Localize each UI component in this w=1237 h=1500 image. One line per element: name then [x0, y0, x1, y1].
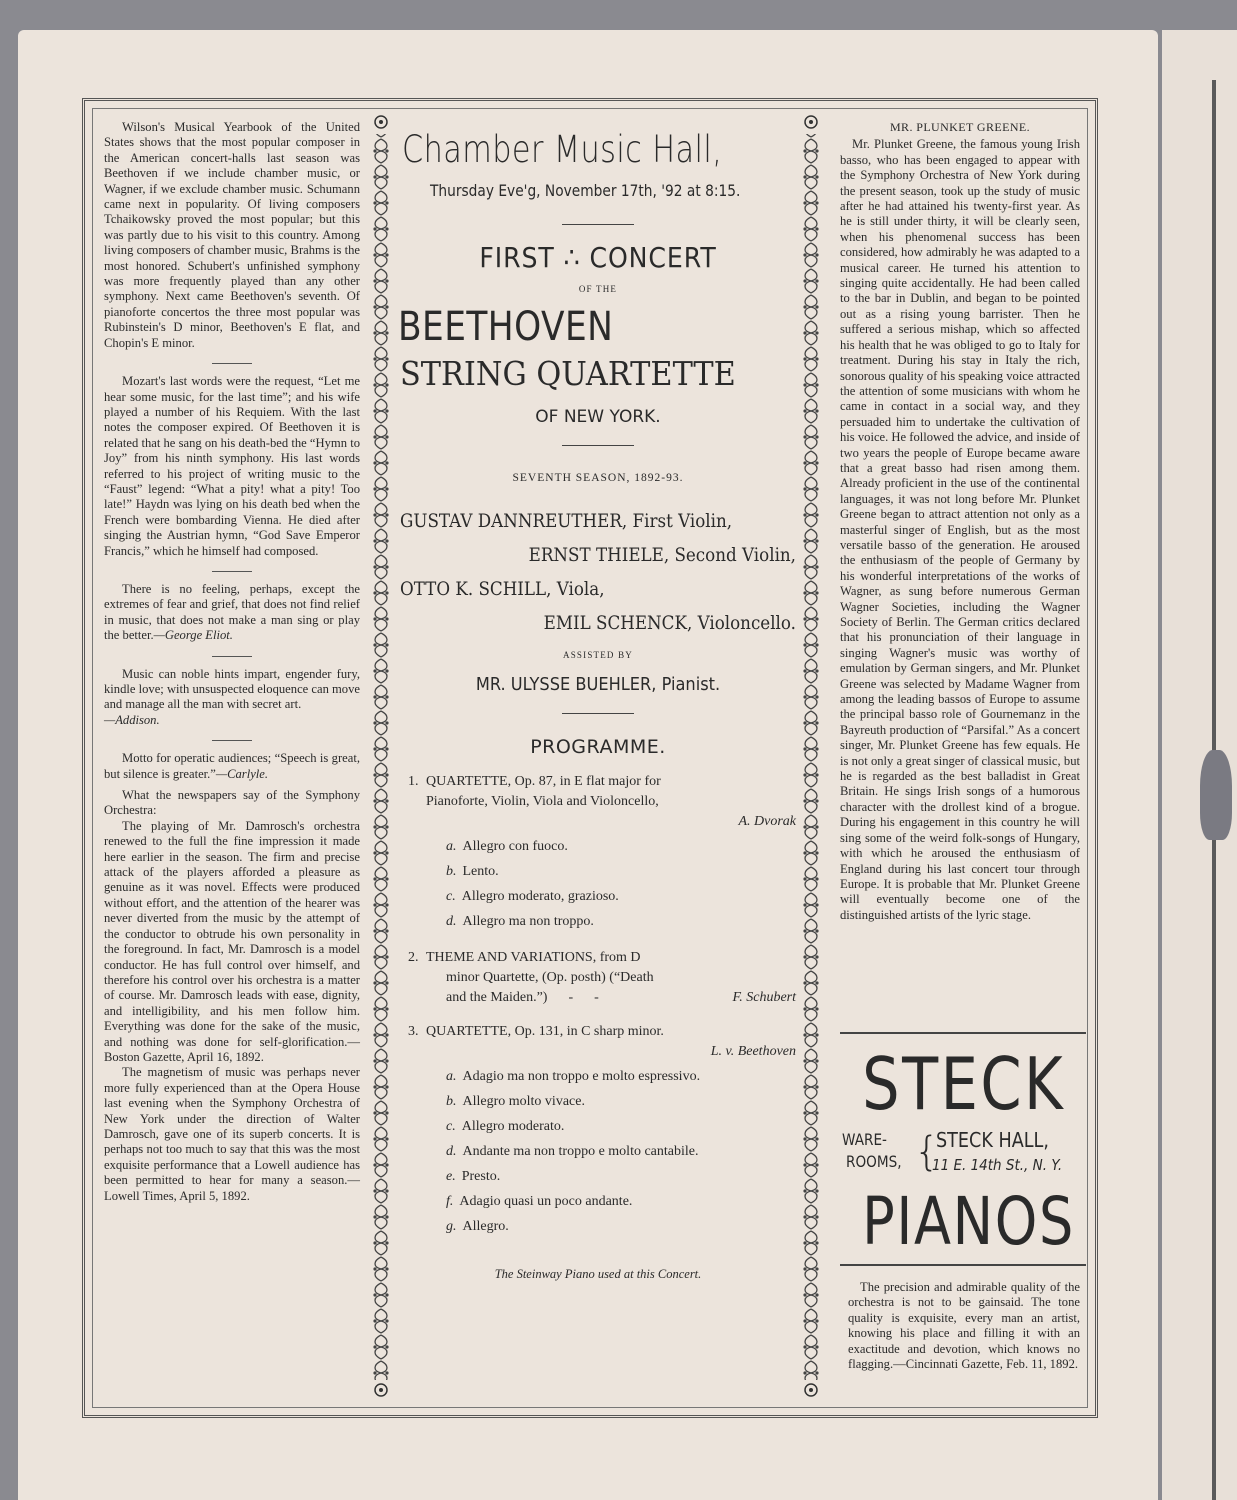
review-lowell: The magnetism of music was perhaps never more fully experienced than at the Opera House last evening when the Symphony Orchestra of New York under the direction of Walter Damrosch, gave one of its superb concerts. It is perhaps not too much to say that this was the most exquisite performance that a Lowell audience has been permitted to hear for many a season.—Lowell Times, April 5, 1892.: [104, 1065, 360, 1203]
movement-letter: g.: [446, 1219, 457, 1234]
review-boston: The playing of Mr. Damrosch's orchestra renewed to the full the fine impression it made here earlier in the season. The firm and precise attack of the players afforded a pleasure as genuine as it was novel. Effects were produced without effort, and the attention of the hearer was never diverted from the music by the attempt of the conductor to obtrude his own personality in the foreground. In fact, Mr. Damrosch is a model conductor. He has full control over himself, and therefore his control over his orchestra is a matter of course. Mr. Damrosch leads with ease, dignity, and intelligibility, and his men follow him. Everything was done for the sake of the music, and nothing was done for self-glorification.—Boston Gazette, April 16, 1892.: [104, 818, 360, 1064]
movement: [446, 1092, 796, 1112]
programme-item-3: [400, 1022, 796, 1237]
item-number: 3.: [408, 1024, 419, 1039]
item-title: QUARTETTE, Op. 131, in C sharp minor.: [426, 1024, 664, 1039]
steck-advertisement: [840, 1032, 1086, 1266]
left-column: [104, 120, 360, 1204]
movement-title: Adagio ma non troppo e molto espressivo.: [462, 1069, 701, 1084]
movement-title: Lento.: [462, 864, 499, 879]
ad-rooms-label: ROOMS,: [846, 1152, 902, 1171]
quote-eliot: [104, 582, 360, 644]
quote-attribution: —George Eliot.: [153, 628, 233, 643]
movement-title: Presto.: [461, 1169, 501, 1184]
movement: [446, 887, 796, 907]
programme-item-2: [400, 948, 796, 1008]
item-title: QUARTETTE, Op. 87, in E flat major for: [426, 774, 661, 789]
movement: [446, 1067, 796, 1087]
article-yearbook: Wilson's Musical Yearbook of the United States shows that the most popular composer in the American concert-halls last season was Beethoven if we include chamber music, or Wagner, if we exclude chamber music. Schumann came next in popularity. Of living composers Tchaikowsky proved the most popular; but this was partly due to his visit to this country. Among living composers of chamber music, Brahms is the most honored. Schubert's unfinished symphony was more frequently played than any other symphony. Next came Beethoven's seventh. Of pianoforte concertos the three most popular was Rubinstein's D minor, Beethoven's E flat, and Chopin's E minor.: [104, 120, 360, 350]
movement-letter: c.: [446, 889, 456, 904]
movement: [446, 912, 796, 932]
programme-heading: PROGRAMME.: [530, 736, 666, 758]
item-title-cont: and the Maiden.”) - -: [446, 990, 599, 1005]
movement-letter: e.: [446, 1169, 456, 1184]
player-second-violin: ERNST THIELE, Second Violin,: [528, 544, 796, 566]
quote-text: The precision and admirable quality of the orchestra is not to be gainsaid. The tone quality is exquisite, every man an artist, knowing his place and filling it with an exactitude and devotion, which knows no flagging.—Cincinnati Gazette, Feb. 11, 1892.: [848, 1280, 1080, 1372]
article-body: Mr. Plunket Greene, the famous young Irish basso, who has been engaged to appear with the Symphony Orchestra of New York during the present season, took up the study of music after he had attained his twenty-first year. As he is still under thirty, it will be clearly seen, when his phenomenal success has been considered, how admirably he was adapted to a musical career. He turned his attention to singing quite accidentally. He had been called to the bar in Dublin, and began to be pointed out as a rising young barrister. Then he suffered a serious mishap, which so affected his health that he was obliged to go to Italy for treatment. During his stay in Italy the rich, sonorous quality of his speaking voice attracted the attention of some musicians with whom he came in contact in a social way, and they persuaded him to undertake the cultivation of his voice. He followed the advice, and inside of two years the people of Europe became aware that a great basso had risen among them. Already proficient in the use of the continental languages, it was not long before Mr. Plunket Greene began to attract attention not only as a masterful singer of English, but as the most versatile basso of the generation. He aroused the enthusiasm of the people of Germany by his wonderful interpretations of the works of Wagner, as sung before numerous German Wagner Societies, including the Wagner Society of Berlin. The German critics declared that his pronunciation of their language in singing Wagner's music was worthy of emulation by German singers, and Mr. Plunket Greene was selected by Madame Wagner from among the leading bassos of Europe to assume the principal basso role of Gournemanz in the Bayreuth production of “Parsifal.” As a concert singer, Mr. Plunket Greene has few equals. He is not only a great singer of classical music, but he is regarded as the best balladist in Great Britain. He sings Irish songs of a humorous character with the drollest kind of a brogue. During his engagement in this country he will sing some of the weird folk-songs of Hungary, with which he aroused the enthusiasm of England during his last concert tour through Europe. It is probable that Mr. Plunket Greene will eventually become one of the distinguished artists of the lyric stage.: [840, 137, 1080, 922]
cincinnati-quote: [848, 1280, 1080, 1372]
separator: [212, 571, 252, 572]
movement: [446, 1167, 796, 1187]
ad-brand: STECK: [862, 1042, 1066, 1126]
movement-title: Allegro ma non troppo.: [462, 914, 594, 929]
movement-letter: b.: [446, 1094, 457, 1109]
assisted-by-label: ASSISTED BY: [563, 650, 633, 660]
quote-text: There is no feeling, perhaps, except the extremes of fear and grief, that does not find relief in music, that does not make a man sing or play the better.: [104, 581, 360, 643]
item-title-row: [446, 988, 796, 1008]
steinway-note: The Steinway Piano used at this Concert.: [494, 1267, 702, 1281]
player-viola: OTTO K. SCHILL, Viola,: [400, 578, 605, 600]
right-column: [840, 120, 1080, 923]
separator: [212, 656, 252, 657]
ad-address-block: [840, 1128, 1086, 1184]
season-label: SEVENTH SEASON, 1892-93.: [512, 472, 684, 484]
venue-title: Chamber Music Hall,: [402, 128, 723, 171]
item-title: THEME AND VARIATIONS, from D: [426, 950, 641, 965]
movement-letter: c.: [446, 1119, 456, 1134]
article-heading: MR. PLUNKET GREENE.: [889, 120, 1031, 134]
brace-icon: {: [914, 1129, 940, 1175]
ad-address: 11 E. 14th St., N. Y.: [932, 1156, 1063, 1174]
ornamental-border-left: [370, 112, 392, 1402]
article-last-words: Mozart's last words were the request, “Let me hear some music, for the last time”; and his wife played a number of his Requiem. With the last notes the composer expired. Of Beethoven it is related that he sang on his death-bed the “Hymn to Joy” from his ninth symphony. His last words referred to his project of writing music to the “Faust” legend: “What a pity! what a pity! Too late!” Haydn was lying on his death bed when the French were bombarding Vienna. He died after singing the Austrian hymn, “God Save Emperor Francis,” which he himself had composed.: [104, 374, 360, 558]
movement-title: Allegro moderato.: [461, 1119, 565, 1134]
quote-text: Music can noble hints impart, engender fury, kindle love; with unsuspected eloquence can move and manage all the man with secret art.: [104, 666, 360, 712]
movement-title: Adagio quasi un poco andante.: [459, 1194, 633, 1209]
movement-letter: a.: [446, 839, 457, 854]
player-first-violin: GUSTAV DANNREUTHER, First Violin,: [400, 510, 733, 532]
programme-item-1: [400, 772, 796, 932]
quote-text: Motto for operatic audiences; “Speech is great, but silence is greater.”: [104, 751, 360, 781]
movement-letter: f.: [446, 1194, 454, 1209]
player-violoncello: EMIL SCHENCK, Violoncello.: [543, 612, 796, 634]
movement: [446, 1142, 796, 1162]
ad-product: PIANOS: [862, 1183, 1076, 1260]
quote-carlyle: [104, 751, 360, 782]
pianist: MR. ULYSSE BUEHLER, Pianist.: [475, 674, 721, 695]
ad-hall: STECK HALL,: [936, 1128, 1049, 1152]
item-number: 1.: [408, 774, 419, 789]
movement-title: Allegro.: [462, 1219, 509, 1234]
rule: [562, 713, 634, 714]
movement: [446, 837, 796, 857]
movement-letter: d.: [446, 914, 457, 929]
movement: [446, 862, 796, 882]
adjacent-page-edge: [1162, 30, 1237, 1500]
movement-title: Allegro con fuoco.: [462, 839, 568, 854]
quote-addison: [104, 667, 360, 729]
quote-attribution: —Carlyle.: [215, 766, 269, 781]
movement-title: Andante ma non troppo e molto cantabile.: [462, 1144, 699, 1159]
item-composer: L. v. Beethoven: [710, 1044, 796, 1059]
rule: [562, 224, 634, 225]
item-title-cont: minor Quartette, (Op. posth) (“Death: [446, 970, 654, 985]
ink-blot: [1200, 750, 1232, 840]
ornamental-border-right: [800, 112, 822, 1402]
concert-program: [400, 128, 796, 1282]
item-number: 2.: [408, 950, 419, 965]
concert-title: FIRST ∴ CONCERT: [479, 241, 717, 274]
movement-letter: a.: [446, 1069, 457, 1084]
rule: [562, 445, 634, 446]
ad-ware-label: WARE-: [842, 1130, 887, 1149]
item-composer: A. Dvorak: [738, 814, 796, 829]
ensemble-city: OF NEW YORK.: [535, 407, 661, 427]
movement-title: Allegro molto vivace.: [462, 1094, 585, 1109]
ensemble-name-line1: BEETHOVEN: [398, 304, 614, 350]
movement: [446, 1117, 796, 1137]
movement: [446, 1192, 796, 1212]
ensemble-name-line2: STRING QUARTETTE: [400, 354, 736, 393]
movement-letter: b.: [446, 864, 457, 879]
newspapers-intro: What the newspapers say of the Symphony Orchestra:: [104, 788, 360, 818]
of-the-label: OF THE: [578, 284, 618, 294]
movement-title: Allegro moderato, grazioso.: [461, 889, 619, 904]
concert-date: Thursday Eve'g, November 17th, '92 at 8:15.: [430, 181, 741, 200]
movement-letter: d.: [446, 1144, 457, 1159]
separator: [212, 363, 252, 364]
movement: [446, 1217, 796, 1237]
item-title-cont: Pianoforte, Violin, Viola and Violoncello,: [426, 794, 659, 809]
separator: [212, 740, 252, 741]
quote-attribution: —Addison.: [104, 712, 160, 727]
item-composer: F. Schubert: [732, 990, 796, 1005]
